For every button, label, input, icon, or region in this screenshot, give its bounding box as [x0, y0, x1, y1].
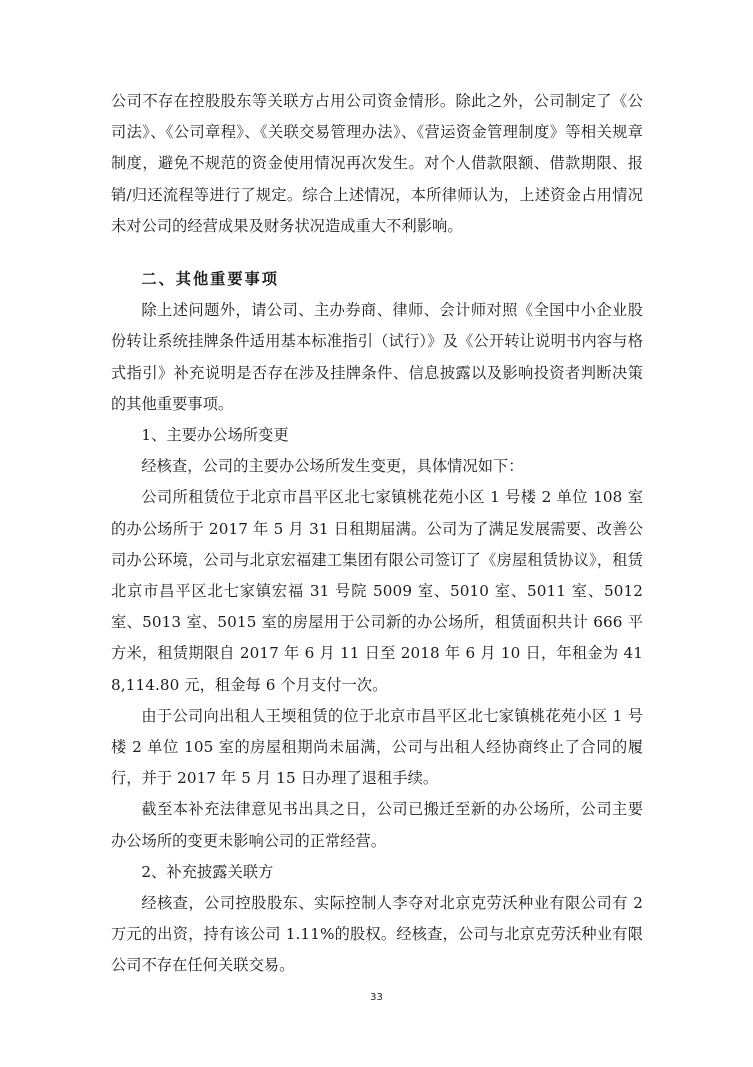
paragraph-related-party-details: 经核查，公司控股股东、实际控制人李夺对北京克劳沃种业有限公司有 2 万元的出资，持有该公司 1.11%的股权。经核查，公司与北京克劳沃种业有限公司不存在任何关联交易。	[111, 894, 643, 975]
paragraph-relocation-status: 截至本补充法律意见书出具之日，公司已搬迁至新的办公场所，公司主要办公场所的变更未影响公司的正常经营。	[111, 800, 643, 850]
paragraph-other-matters-request: 除上述问题外，请公司、主办券商、律师、会计师对照《全国中小企业股份转让系统挂牌条件适用基本标准指引（试行）》及《公开转让说明书内容与格式指引》补充说明是否存在涉及挂牌条件、信息披露以及影响投资者判断决策的其他重要事项。	[111, 301, 643, 413]
paragraph-lease-details: 公司所租赁位于北京市昌平区北七家镇桃花苑小区 1 号楼 2 单位 108 室的办公场所于 2017 年 5 月 31 日租期届满。公司为了满足发展需要、改善公司办公环境，公司与北京宏福建工集团有限公司签订了《房屋租赁协议》，租赁北京市昌平区北七家镇宏福 31 号院 5009 室、5010 室、5011 室、5012 室、5013 室、5015 室的房屋用于公司新的办公场所，租赁面积共计 666 平方米，租赁期限自 2017 年 6 月 11 日至 2018 年 6 月 10 日，年租金为 418,114.80 元，租金每 6 个月支付一次。	[111, 488, 643, 694]
subheading-office-change: 1、主要办公场所变更	[141, 426, 289, 445]
paragraph-office-change-intro: 经核查，公司的主要办公场所发生变更，具体情况如下：	[141, 457, 524, 476]
paragraph-lease-termination: 由于公司向出租人王堧租赁的位于北京市昌平区北七家镇桃花苑小区 1 号楼 2 单位 105 室的房屋租期尚未届满，公司与出租人经协商终止了合同的履行，并于 2017 年 5 月 15 日办理了退租手续。	[111, 706, 643, 788]
page-number: 33	[370, 992, 383, 1003]
subheading-related-party: 2、补充披露关联方	[141, 862, 274, 881]
document-page	[111, 86, 643, 982]
section-heading-other-matters: 二、其他重要事项	[141, 270, 279, 289]
paragraph-fund-occupation: 公司不存在控股股东等关联方占用公司资金情形。除此之外，公司制定了《公司法》、《公司章程》、《关联交易管理办法》、《营运资金管理制度》等相关规章制度，避免不规范的资金使用情况再次发生。对个人借款限额、借款期限、报销/归还流程等进行了规定。综合上述情况，本所律师认为，上述资金占用情况未对公司的经营成果及财务状况造成重大不利影响。	[111, 92, 643, 235]
